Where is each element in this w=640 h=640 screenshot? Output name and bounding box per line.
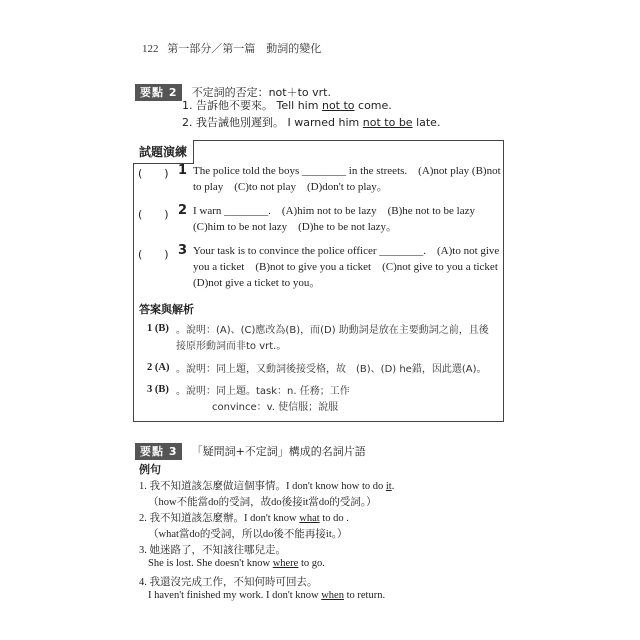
answer-number: 3 (B) <box>147 384 169 395</box>
point3-heading <box>135 440 366 459</box>
examples-title: 例句 <box>139 463 161 476</box>
point2-ex2-end: late. <box>412 116 441 129</box>
question-number: 3 <box>178 243 188 258</box>
point2-ex2-text: 2. 我告誡他別遲到。 I warned him <box>182 116 363 129</box>
answer-blank[interactable]: ( ) <box>138 167 169 180</box>
answer-explanation: 。說明：同上題，又動詞後接受格，故 (B)、(D) he錯，因此選(A)。 <box>176 364 487 375</box>
practice-title: 試題演練 <box>133 140 194 164</box>
answer-number: 2 (A) <box>147 362 170 373</box>
answer-explanation-line2: convince：v. 使信服；說服 <box>212 402 339 413</box>
point2-ex1-end: come. <box>354 99 392 112</box>
point2-ex1-underlined: not to <box>321 99 355 112</box>
example-4: 4. 我還沒完成工作，不知何時可回去。 <box>139 577 318 588</box>
example-2-end: to do . <box>319 513 349 524</box>
point2-example-2 <box>182 114 440 130</box>
question-text: The police told the boys ________ in the streets. (A)not play (B)not to play (C)to not play (D)don't to play。 <box>193 165 501 193</box>
example-2 <box>139 510 349 525</box>
question-text: I warn ________. (A)him not to be lazy (B)he not to be lazy (C)him to be not lazy (D)he to be not lazy。 <box>193 205 475 233</box>
point2-title: 不定詞的否定：not＋to vrt. <box>191 86 331 99</box>
example-1-underlined: it <box>385 481 392 492</box>
answer-blank[interactable]: ( ) <box>138 208 169 221</box>
point3-title: 「疑問詞+不定詞」構成的名詞片語 <box>191 445 366 458</box>
answers-title: 答案與解析 <box>139 303 194 316</box>
example-4-english <box>148 590 385 601</box>
section-title: 第一部分／第一篇 動詞的變化 <box>167 43 322 55</box>
point3-tag: 要點 3 <box>135 443 182 460</box>
example-3-underlined: where <box>272 558 299 569</box>
example-4-english-end: to return. <box>343 590 386 601</box>
example-1-text: 1. 我不知道該怎麼做這個事情。I don't know how to do <box>139 481 386 492</box>
question-number: 1 <box>178 163 188 178</box>
example-3-english-end: to go. <box>298 558 325 569</box>
example-3: 3. 她迷路了，不知該往哪兒走。 <box>139 545 286 556</box>
answer-number: 1 (B) <box>147 323 169 334</box>
example-2-text: 2. 我不知道該怎麼辦。I don't know <box>139 513 300 524</box>
example-4-underlined: when <box>321 590 344 601</box>
example-3-english-text: She is lost. She doesn't know <box>148 558 273 569</box>
point2-ex2-underlined: not to be <box>362 116 413 129</box>
point2-tag: 要點 2 <box>135 84 182 101</box>
example-2-note: （what當do的受詞，所以do後不能再接it。） <box>148 529 348 540</box>
example-4-english-text: I haven't finished my work. I don't know <box>148 590 322 601</box>
point2-example-1 <box>182 97 392 113</box>
example-1 <box>139 478 394 493</box>
example-1-note: （how不能當do的受詞，故do後接it當do的受詞。） <box>148 497 377 508</box>
example-1-end: . <box>391 481 395 492</box>
example-2-underlined: what <box>299 513 320 524</box>
example-3-english <box>148 558 325 569</box>
question-number: 2 <box>178 203 188 218</box>
point2-ex1-text: 1. 告訴他不要來。 Tell him <box>182 99 322 112</box>
page-header <box>142 40 321 56</box>
answer-explanation: 。說明：同上題。task：n. 任務；工作 <box>176 386 350 397</box>
page-number: 122 <box>142 43 159 55</box>
answer-explanation: 。說明：(A)、(C)應改為(B)，而(D) 助動詞是放在主要動詞之前，且後接原形動詞而非to vrt.。 <box>176 325 489 352</box>
question-text: Your task is to convince the police officer ________. (A)to not give you a ticket (B)not to give you a ticket (C)not give to you a ticket (D)not give a ticket to you。 <box>193 245 509 289</box>
answer-blank[interactable]: ( ) <box>138 248 169 261</box>
